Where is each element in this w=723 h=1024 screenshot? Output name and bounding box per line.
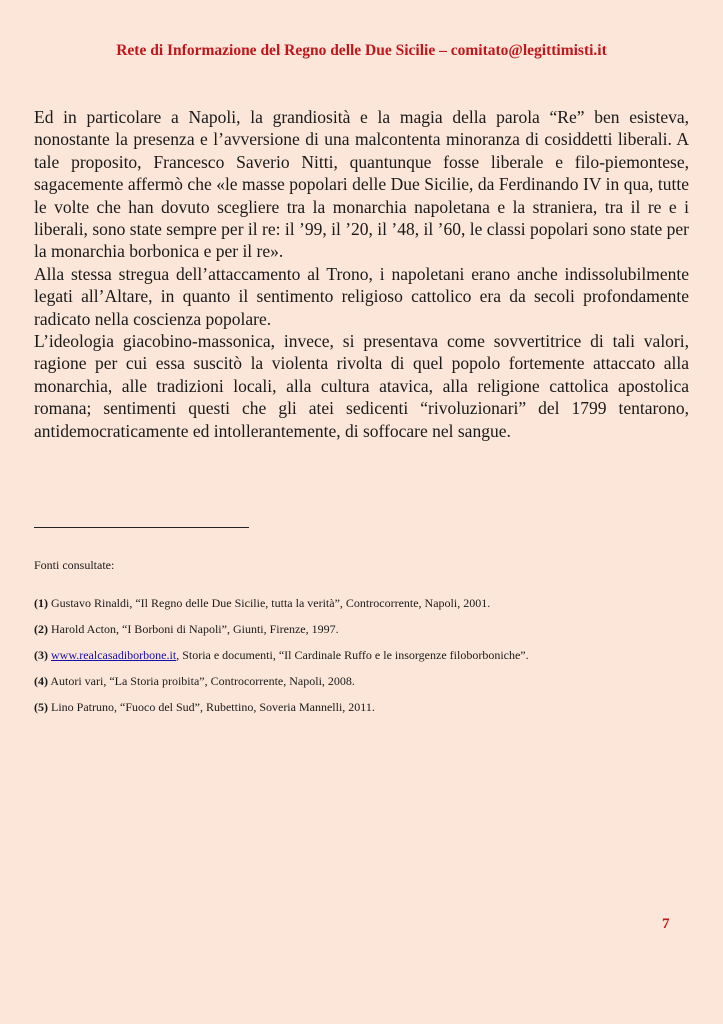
source-item — [34, 622, 694, 648]
source-link[interactable]: www.realcasadiborbone.it — [51, 648, 177, 662]
paragraph-1: Ed in particolare a Napoli, la grandiosità e la magia della parola “Re” ben esisteva, nonostante la presenza e l’avversione di una malcontenta minoranza di cosiddetti liberali. A tale proposito, Francesco Saverio Nitti, quantunque fosse liberale e filo-piemontese, sagacemente affermò che «le masse popolari delle Due Sicilie, da Ferdinando IV in qua, tutte le volte che han dovuto scegliere tra la monarchia napoletana e la straniera, tra il re e i liberali, sono state sempre per il re: il ’99, il ’20, il ’48, il ’60, le classi popolari sono state per la monarchia borbonica e per il re». — [34, 107, 689, 262]
source-text: Harold Acton, “I Borboni di Napoli”, Giunti, Firenze, 1997. — [48, 622, 339, 636]
source-number: (1) — [34, 596, 48, 610]
sources-list — [34, 596, 694, 726]
source-item — [34, 674, 694, 700]
source-number: (3) — [34, 648, 48, 662]
source-text: Autori vari, “La Storia proibita”, Controcorrente, Napoli, 2008. — [48, 674, 355, 688]
source-text: , Storia e documenti, “Il Cardinale Ruffo e le insorgenze filoborboniche”. — [176, 648, 529, 662]
source-item — [34, 596, 694, 622]
paragraph-2: Alla stessa stregua dell’attaccamento al Trono, i napoletani erano anche indissolubilmente legati all’Altare, in quanto il sentimento religioso cattolico era da secoli profondamente radicato nella coscienza popolare. — [34, 263, 689, 329]
paragraph-3: L’ideologia giacobino-massonica, invece, si presentava come sovvertitrice di tali valori, ragione per cui essa suscitò la violenta rivolta di quel popolo fortemente attaccato alla monarchia, alle tradizioni locali, alla cultura atavica, alla religione cattolica apostolica romana; sentimenti questi che gli atei sedicenti “rivoluzionari” del 1799 tentarono, antidemocraticamente ed intollerantemente, di soffocare nel sangue. — [34, 331, 689, 441]
source-text: Gustavo Rinaldi, “Il Regno delle Due Sicilie, tutta la verità”, Controcorrente, Napoli, 2001. — [48, 596, 491, 610]
source-item — [34, 648, 694, 674]
body-text — [34, 106, 689, 442]
source-number: (4) — [34, 674, 48, 688]
page-number: 7 — [662, 916, 670, 932]
source-text: Lino Patruno, “Fuoco del Sud”, Rubettino, Soveria Mannelli, 2011. — [48, 700, 375, 714]
source-number: (2) — [34, 622, 48, 636]
page-header: Rete di Informazione del Regno delle Due Sicilie – comitato@legittimisti.it — [116, 42, 607, 59]
source-item — [34, 700, 694, 726]
source-number: (5) — [34, 700, 48, 714]
footnote-divider — [34, 527, 249, 528]
sources-title: Fonti consultate: — [34, 558, 115, 572]
